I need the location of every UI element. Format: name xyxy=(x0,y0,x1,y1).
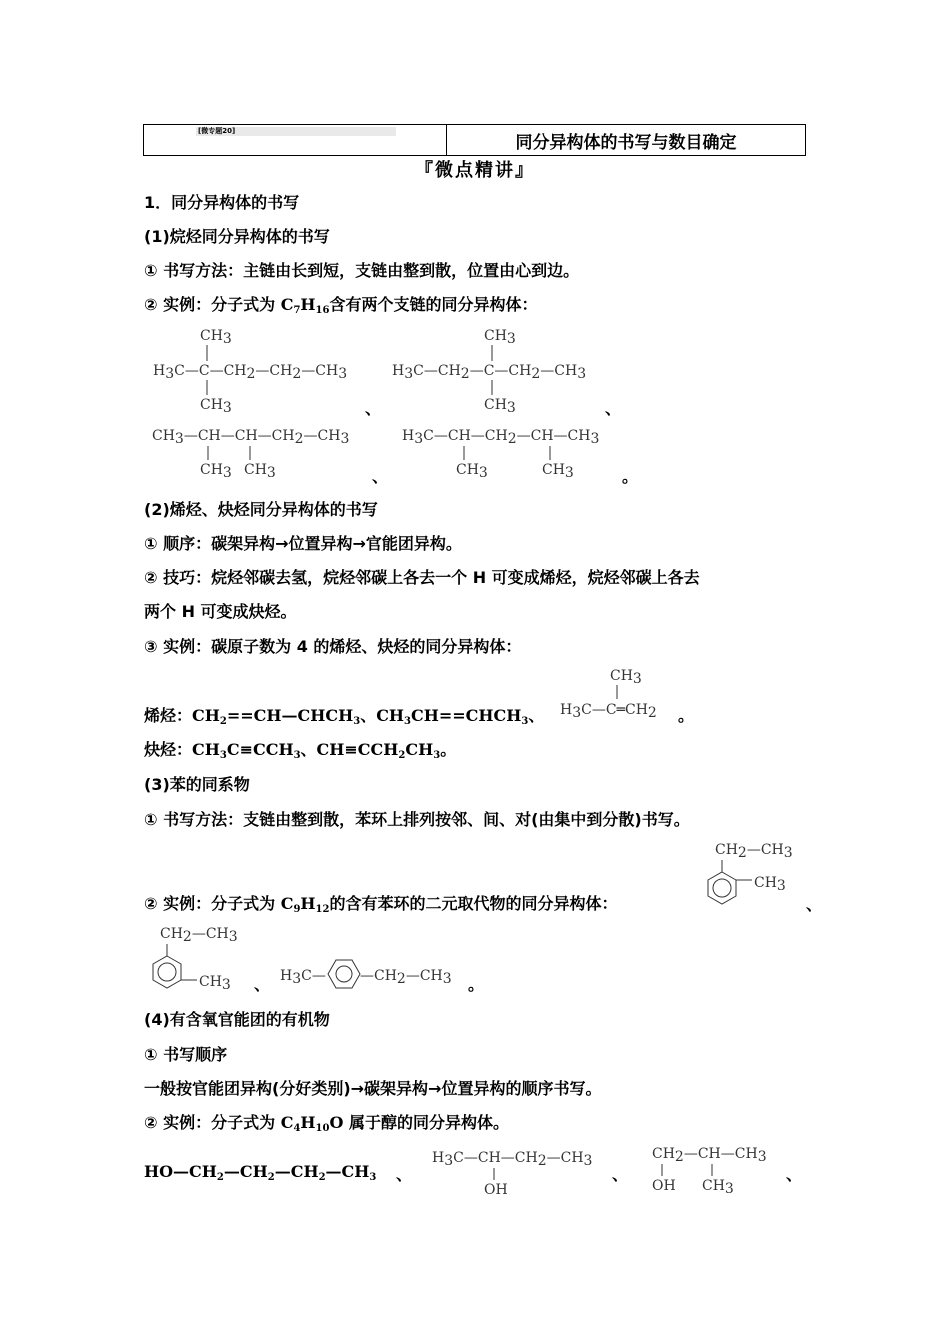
svg-text:CH3: CH3 xyxy=(199,974,231,993)
section-banner: 『微点精讲』 xyxy=(415,160,535,181)
paragraph-example-c4: ③ 实例：碳原子数为 4 的烯烃、炔烃的同分异构体： xyxy=(144,637,522,656)
separator: 、 xyxy=(786,1165,803,1184)
paragraph-example-c9h12 xyxy=(144,891,617,914)
paragraph-method: ① 书写方法：主链由长到短，支链由整到散，位置由心到边。 xyxy=(144,261,580,280)
svg-text:H3C—C—CH2—CH2—CH3: H3C—C—CH2—CH2—CH3 xyxy=(153,363,348,382)
paragraph-alkyne xyxy=(144,737,456,760)
header-box xyxy=(143,124,806,156)
heading-1-3: (3)苯的同系物 xyxy=(144,775,250,794)
end-mark: 。 xyxy=(468,975,485,994)
paragraph-example-c7h16 xyxy=(144,292,537,315)
text-pre: ② 实例：分子式为 xyxy=(144,1113,281,1132)
text-pre: 炔烃： xyxy=(144,740,193,759)
svg-text:OH: OH xyxy=(484,1182,508,1198)
structure-isobutene xyxy=(560,665,680,725)
structure-2-2-dimethylpentane xyxy=(150,325,370,415)
heading-1-1: (1)烷烃同分异构体的书写 xyxy=(144,227,330,246)
separator: 、 xyxy=(396,1165,413,1184)
paragraph-benzene-method: ① 书写方法：支链由整到散，苯环上排列按邻、间、对(由集中到分散)书写。 xyxy=(144,810,690,829)
svg-text:CH3: CH3 xyxy=(484,328,516,347)
structure-2-3-dimethylpentane xyxy=(150,422,380,482)
structure-meta-ethyltoluene xyxy=(145,920,255,1000)
svg-text:H3C—: H3C— xyxy=(280,968,326,987)
paragraph-order: ① 顺序：碳架异构→位置异构→官能团异构。 xyxy=(144,534,462,553)
end-mark: 。 xyxy=(678,706,695,725)
separator: 、 xyxy=(806,895,823,914)
paragraph-tip-line1: ② 技巧：烷烃邻碳去氢，烷烃邻碳上各去一个 H 可变成烯烃，烷烃邻碳上各去 xyxy=(144,568,700,587)
svg-text:CH3: CH3 xyxy=(754,875,786,894)
page-title: 同分异构体的书写与数目确定 xyxy=(515,132,737,153)
structure-para-ethyltoluene xyxy=(280,950,470,1000)
end-mark: 。 xyxy=(622,467,639,486)
paragraph-tip-line2: 两个 H 可变成炔烃。 xyxy=(144,602,297,621)
svg-text:CH3: CH3 xyxy=(456,462,488,481)
structure-2-methyl-1-propanol xyxy=(652,1140,792,1200)
svg-text:CH3: CH3 xyxy=(200,462,232,481)
svg-text:CH3: CH3 xyxy=(702,1178,734,1197)
formula-1-butanol xyxy=(144,1162,376,1181)
paragraph-alkene xyxy=(144,703,544,726)
structure-2-4-dimethylpentane xyxy=(402,422,632,482)
svg-text:H3C—CH—CH2—CH—CH3: H3C—CH—CH2—CH—CH3 xyxy=(402,428,600,447)
svg-text:CH3: CH3 xyxy=(200,328,232,347)
paragraph-order-detail: 一般按官能团异构(分好类别)→碳架异构→位置异构的顺序书写。 xyxy=(144,1079,602,1098)
text-pre: 烯烃： xyxy=(144,706,193,725)
svg-text:CH3: CH3 xyxy=(200,397,232,416)
text-pre: ② 实例：分子式为 xyxy=(144,295,281,314)
svg-text:CH3: CH3 xyxy=(484,397,516,416)
formula-c4h10o: $C_4H_{10}O$ xyxy=(280,1113,344,1134)
svg-text:H3C—CH2—C—CH2—CH3: H3C—CH2—C—CH2—CH3 xyxy=(392,363,587,382)
text-post: 的含有苯环的二元取代物的同分异构体： xyxy=(329,894,618,913)
structure-ortho-ethyltoluene xyxy=(700,838,810,918)
formula-alkynes: $CH_3C\equiv CCH_3$、$CH\equiv CCH_2CH_3$。 xyxy=(192,740,457,761)
svg-text:H3C—C═CH2: H3C—C═CH2 xyxy=(560,702,657,721)
header-left-cell xyxy=(144,125,447,155)
paragraph-order-heading: ① 书写顺序 xyxy=(144,1045,228,1064)
separator: 、 xyxy=(605,399,622,418)
formula-c7h16: $C_7H_{16}$ xyxy=(280,295,330,316)
svg-text:CH3: CH3 xyxy=(542,462,574,481)
heading-1-4: (4)有含氧官能团的有机物 xyxy=(144,1010,330,1029)
svg-text:CH2—CH3: CH2—CH3 xyxy=(715,842,793,861)
separator: 、 xyxy=(254,975,271,994)
svg-text:CH2—CH3: CH2—CH3 xyxy=(160,926,238,945)
separator: 、 xyxy=(365,399,382,418)
text-pre: ② 实例：分子式为 xyxy=(144,894,281,913)
formula-butanol: $HO—CH_2—CH_2—CH_2—CH_3$ xyxy=(144,1162,377,1183)
formula-c9h12: $C_9H_{12}$ xyxy=(280,894,330,915)
topic-badge: [微专题20] xyxy=(196,127,396,136)
paragraph-example-c4h10o xyxy=(144,1110,509,1133)
separator: 、 xyxy=(372,467,389,486)
svg-text:OH: OH xyxy=(652,1178,676,1194)
svg-text:CH2—CH—CH3: CH2—CH—CH3 xyxy=(652,1146,767,1165)
svg-text:CH3: CH3 xyxy=(610,668,642,687)
svg-text:—CH2—CH3: —CH2—CH3 xyxy=(360,968,452,987)
svg-text:CH3: CH3 xyxy=(244,462,276,481)
separator: 、 xyxy=(612,1165,629,1184)
text-post: 属于醇的同分异构体。 xyxy=(343,1113,509,1132)
svg-text:H3C—CH—CH2—CH3: H3C—CH—CH2—CH3 xyxy=(432,1150,593,1169)
structure-3-3-dimethylpentane xyxy=(392,325,612,415)
heading-1-2: (2)烯烃、炔烃同分异构体的书写 xyxy=(144,500,378,519)
svg-text:CH3—CH—CH—CH2—CH3: CH3—CH—CH—CH2—CH3 xyxy=(152,428,350,447)
text-post: 含有两个支链的同分异构体： xyxy=(329,295,538,314)
formula-alkenes: $CH_2==CH—CHCH_3$、$CH_3CH==CHCH_3$、 xyxy=(192,706,545,727)
structure-2-butanol xyxy=(432,1144,612,1204)
heading-1: 1．同分异构体的书写 xyxy=(144,193,300,212)
